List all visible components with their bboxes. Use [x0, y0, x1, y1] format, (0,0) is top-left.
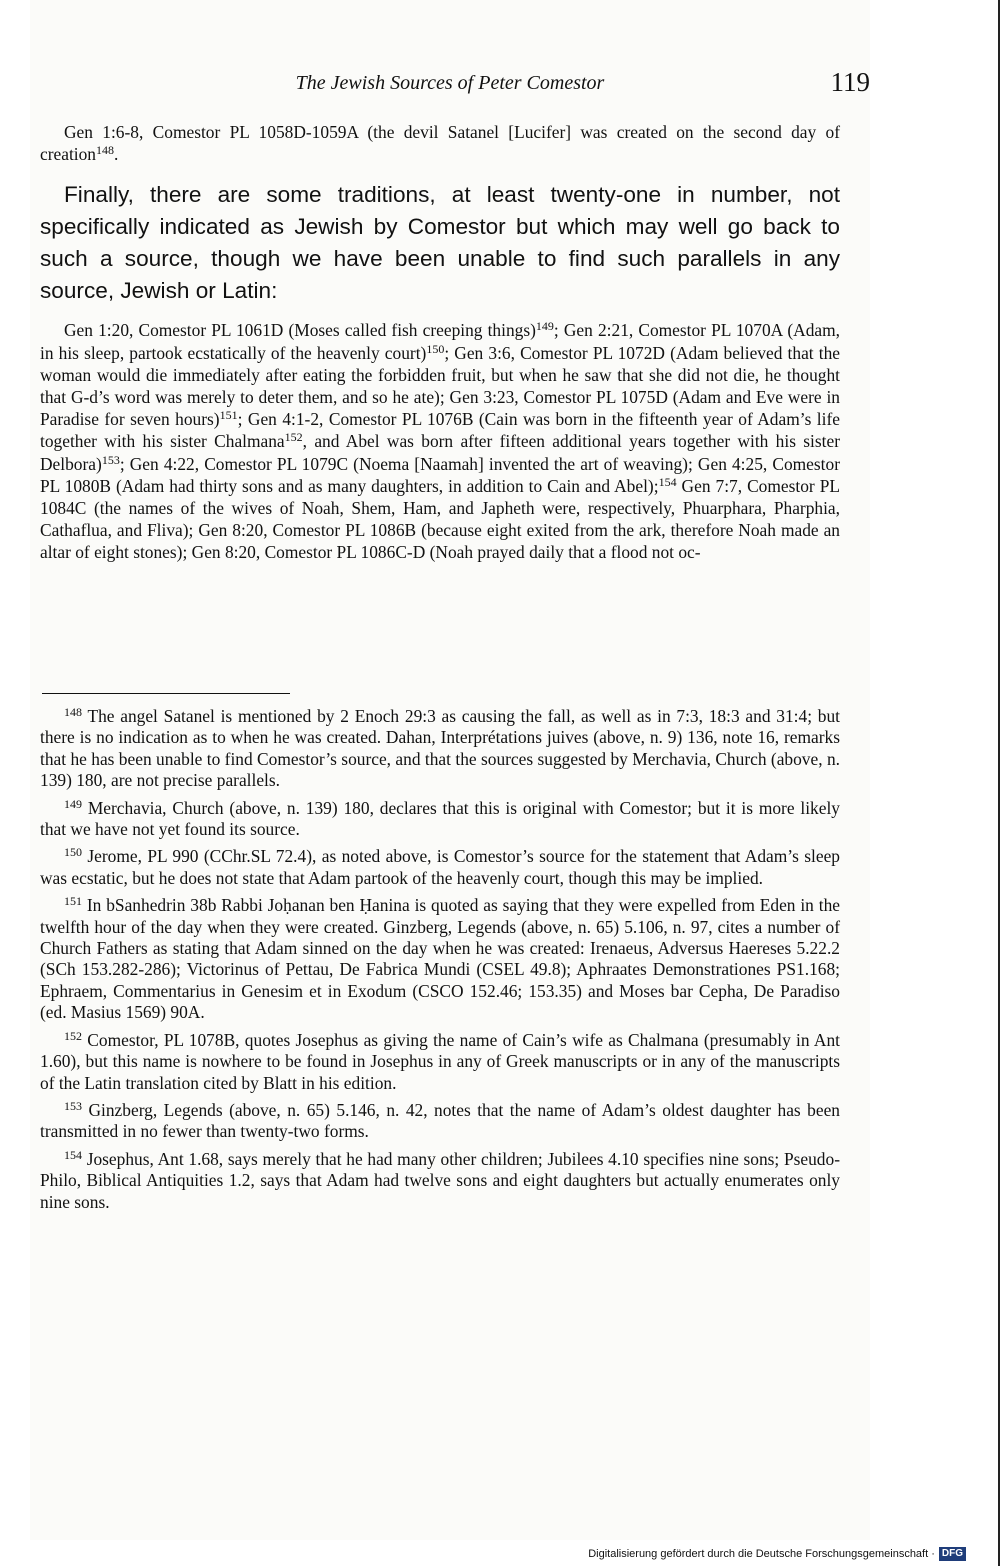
footnote-154 [40, 1149, 840, 1213]
dfg-logo: DFG [939, 1547, 966, 1561]
paragraph-traditions-intro: Finally, there are some traditions, at least twenty-one in number, not specifically indicated as Jewish by Comestor but which may well go back to such a source, though we have been unable to find such parallels in any source, Jewish or Latin: [40, 182, 840, 304]
footnote-153 [40, 1100, 840, 1143]
footnote-ref-150[interactable]: 150 [426, 341, 445, 356]
paragraph-text: Gen 7:7, Comestor PL 1084C (the names of the wives of Noah, Shem, Ham, and Japheth were, respectively, Phuarphara, Pharphia, Cathaflua, and Fliva); Gen 8:20, Comestor PL 1086B (because eight exited from the ark, therefore Noah made an altar of eight stones); Gen 8:20, Comestor PL 1086C-D (Noah prayed daily that a flood not oc- [40, 475, 840, 563]
footnote-149 [40, 798, 840, 841]
digitization-credit: Digitalisierung gefördert durch die Deutsche Forschungsgemeinschaft · [588, 1548, 935, 1560]
footnote-148 [40, 706, 840, 792]
footnote-text: Josephus, Ant 1.68, says merely that he had many other children; Jubilees 4.10 specifies nine sons; Pseudo-Philo, Biblical Antiquities 1.2, says that Adam had twelve sons and eight daughters but actually enumerates only nine sons. [40, 1148, 840, 1212]
footnotes [40, 706, 840, 1219]
footnote-number: 149 [64, 796, 82, 811]
footnote-text: The angel Satanel is mentioned by 2 Enoch 29:3 as causing the fall, as well as in 7:3, 18:3 and 31:4; but there is no indication as to when he was created. Dahan, Interprétations juives (above, n. 9) 136, note 16, remarks that he has been unable to find Comestor’s source, and that the sources suggested by Merchavia, Church (above, n. 139) 180, are not precise parallels. [40, 706, 840, 791]
footnote-ref-153[interactable]: 153 [101, 452, 120, 467]
footnote-number: 153 [64, 1098, 82, 1113]
paragraph-text: , and Abel was born after fifteen additional years together with his sister Delbora) [40, 431, 840, 474]
paragraph-genesis-satanel [40, 121, 840, 165]
footnote-ref-154[interactable]: 154 [658, 474, 677, 489]
footnote-text: Jerome, PL 990 (CChr.SL 72.4), as noted above, is Comestor’s source for the statement that Adam’s sleep was ecstatic, but he does not state that Adam partook of the heavenly court, though this may be implied. [40, 846, 840, 888]
paragraph-text: Gen 1:20, Comestor PL 1061D (Moses called fish creeping things) [64, 320, 536, 341]
paragraph-text: . [114, 144, 119, 165]
footnote-text: Ginzberg, Legends (above, n. 65) 5.146, n. 42, notes that the name of Adam’s oldest daughter has been transmitted in no fewer than twenty-two forms. [40, 1099, 840, 1142]
footnote-ref-152[interactable]: 152 [284, 430, 303, 445]
main-text [40, 121, 840, 564]
page-header [30, 68, 870, 102]
paragraph-text: ; Gen 4:1-2, Comestor PL 1076B (Cain was born in the fifteenth year of Adam’s life together with his sister Chalmana [40, 409, 840, 452]
paragraph-text: ; Gen 3:6, Comestor PL 1072D (Adam believed that the woman would die immediately after eating the forbidden fruit, but when he saw that she did not die, he thought that G-d’s word was merely to deter them, and so he ate); Gen 3:23, Comestor PL 1075D (Adam and Eve were in Paradise for seven hours) [40, 342, 840, 430]
paragraph-text: ; Gen 4:22, Comestor PL 1079C (Noema [Naamah] invented the art of weaving); Gen 4:25, Comestor PL 1080B (Adam had thirty sons and as many daughters, in addition to Cain and Abel); [40, 453, 840, 496]
footnote-150 [40, 846, 840, 889]
footnote-ref-148[interactable]: 148 [96, 143, 115, 158]
footnote-number: 151 [64, 894, 82, 909]
page-number: 119 [830, 67, 870, 97]
footnote-text: Comestor, PL 1078B, quotes Josephus as giving the name of Cain’s wife as Chalmana (presumably in Ant 1.60), but this name is nowhere to be found in Josephus in any of Greek manuscripts or in any of the manuscripts of the Latin translation cited by Blatt in his edition. [40, 1029, 840, 1093]
footnote-152 [40, 1030, 840, 1094]
footnote-number: 152 [64, 1028, 82, 1043]
paragraph-text: Gen 1:6-8, Comestor PL 1058D-1059A (the devil Satanel [Lucifer] was created on the second day of creation [40, 122, 840, 165]
footnote-number: 150 [64, 845, 82, 860]
footnote-ref-149[interactable]: 149 [535, 319, 554, 334]
footnote-separator [42, 693, 290, 694]
footnote-text: In bSanhedrin 38b Rabbi Joḥanan ben Ḥanina is quoted as saying that they were expelled from Eden in the twelfth hour of the day when they were created. Ginzberg, Legends (above, n. 65) 5.106, n. 97, cites a number of Church Fathers as stating that Adam sinned on the day when he was created: Irenaeus, Adversus Haereses 5.22.2 (SCh 153.282-286); Victorinus of Pettau, De Fabrica Mundi (CSEL 49.8); Aphraates Demonstrationes PS1.168; Ephraem, Commentarius in Genesim et in Exodum (CSCO 152.46; 153.35) and Moses bar Cepha, De Paradiso (ed. Masius 1569) 90A. [40, 895, 840, 1023]
footnote-text: Merchavia, Church (above, n. 139) 180, declares that this is original with Comestor; but it is more likely that we have not yet found its source. [40, 797, 840, 840]
footnote-ref-151[interactable]: 151 [219, 408, 238, 423]
footnote-number: 154 [64, 1147, 82, 1162]
footnote-number: 148 [64, 705, 82, 719]
footnote-151 [40, 895, 840, 1023]
running-head: The Jewish Sources of Peter Comestor [295, 72, 605, 94]
paragraph-traditions-list [40, 319, 840, 563]
book-page [30, 0, 870, 1540]
paragraph-text: ; Gen 2:21, Comestor PL 1070A (Adam, in his sleep, partook ecstatically of the heavenly court) [40, 320, 841, 363]
digitization-footer [588, 1545, 966, 1563]
